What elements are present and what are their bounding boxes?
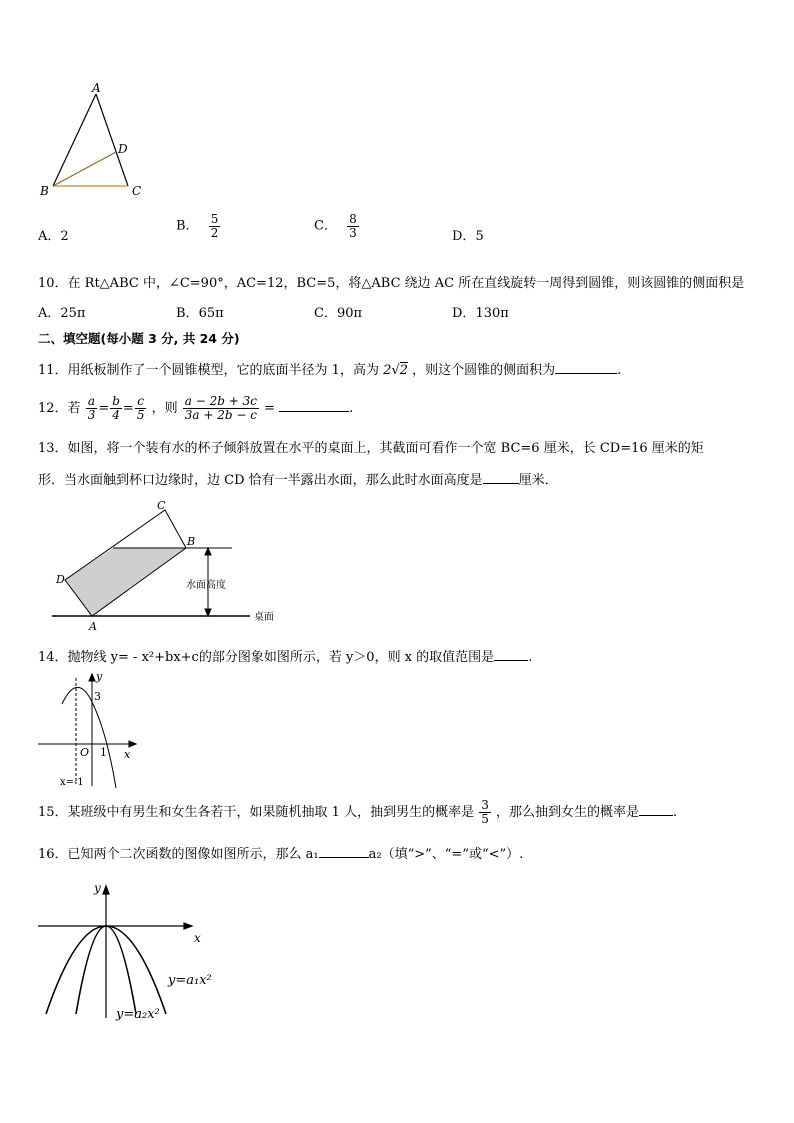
answer-blank[interactable] [319, 845, 369, 858]
point-c-label: C [157, 499, 166, 512]
origin-label: O [80, 746, 90, 759]
q13-line1: 13．如图，将一个装有水的杯子倾斜放置在水平的桌面上，其截面可看作一个宽 BC=6 厘米，长 CD=16 厘米的矩 [38, 441, 704, 456]
curve2-label: y=a₂x² [116, 1007, 160, 1022]
q10-option-d: D．130π [452, 306, 509, 321]
q9-option-a: A．2 [38, 229, 69, 244]
symmetry-line-label: x=-1 [60, 777, 84, 788]
point-a-label: A [89, 620, 97, 632]
one-label: 1 [100, 746, 107, 759]
q15: 15．某班级中有男生和女生各若干，如果随机抽取 1 人，抽到男生的概率是 $\frac{3}{5}$ ，那么抽到女生的概率是 . [38, 798, 678, 826]
q13-line2: 形．当水面触到杯口边缘时，边 CD 恰有一半露出水面，那么此时水面高度是 厘米． [38, 473, 558, 488]
answer-blank[interactable] [639, 803, 673, 816]
triangle-abc-figure [36, 82, 156, 202]
parabola-curve [62, 687, 116, 788]
water-height-label: 水面高度 [186, 580, 226, 591]
table-label: 桌面 [254, 612, 274, 623]
y-axis-label: y [96, 670, 103, 683]
x-axis-label: x [124, 748, 131, 761]
vertex-a-label: A [92, 82, 101, 95]
parabola-figure [36, 668, 146, 790]
q10-option-c: C．90π [314, 306, 363, 321]
point-b-label: B [187, 535, 196, 548]
q9-option-b: B． $\frac{5}{2}$ [176, 212, 219, 240]
answer-blank[interactable] [494, 648, 528, 661]
answer-blank[interactable] [279, 399, 349, 412]
q11: 11．用纸板制作了一个圆锥模型，它的底面半径为 1，高为 2√2 ，则这个圆锥的侧面积为 . [38, 363, 622, 378]
triangle-sides [53, 94, 128, 186]
answer-blank[interactable] [483, 471, 519, 484]
vertex-c-label: C [132, 184, 142, 198]
water-region [65, 548, 186, 616]
answer-blank[interactable] [555, 361, 617, 374]
section-title: 二、填空题(每小题 3 分, 共 24 分) [38, 331, 240, 346]
vertex-d-label: D [118, 142, 128, 156]
y-axis-label: y [94, 881, 101, 895]
q14: 14．抛物线 y= - x²+bx+c的部分图象如图所示，若 y＞0，则 x 的取值范围是 . [38, 650, 533, 665]
q10-stem: 10．在 Rt△ABC 中，∠C=90°，AC=12，BC=5，将△ABC 绕边 AC 所在直线旋转一周得到圆锥，则该圆锥的侧面积是 [38, 276, 745, 291]
q9-option-d: D．5 [452, 229, 484, 244]
curve1-label: y=a₁x² [168, 973, 212, 988]
q10-option-b: B．65π [176, 306, 224, 321]
q16: 16．已知两个二次函数的图像如图所示，那么 a₁ a₂（填“>”、“=”或“<”）. [38, 847, 524, 862]
sqrt-expression: 2√2 [383, 363, 408, 378]
three-label: 3 [94, 690, 101, 703]
tilted-cup-figure [40, 498, 300, 632]
vertex-b-label: B [40, 184, 49, 198]
x-axis-label: x [194, 931, 201, 945]
q9-option-c: C． $\frac{8}{3}$ [314, 212, 357, 240]
two-parabolas-figure [36, 878, 226, 1026]
point-d-label: D [56, 573, 65, 586]
q10-option-a: A．25π [38, 306, 86, 321]
q12: 12．若 $\frac{a}{3}$ = $\frac{b}{4}$ = $\frac{c}{5}$ ，则 $\frac{a - 2b + 3c}{3a + 2b - c}$ = . [38, 394, 354, 422]
